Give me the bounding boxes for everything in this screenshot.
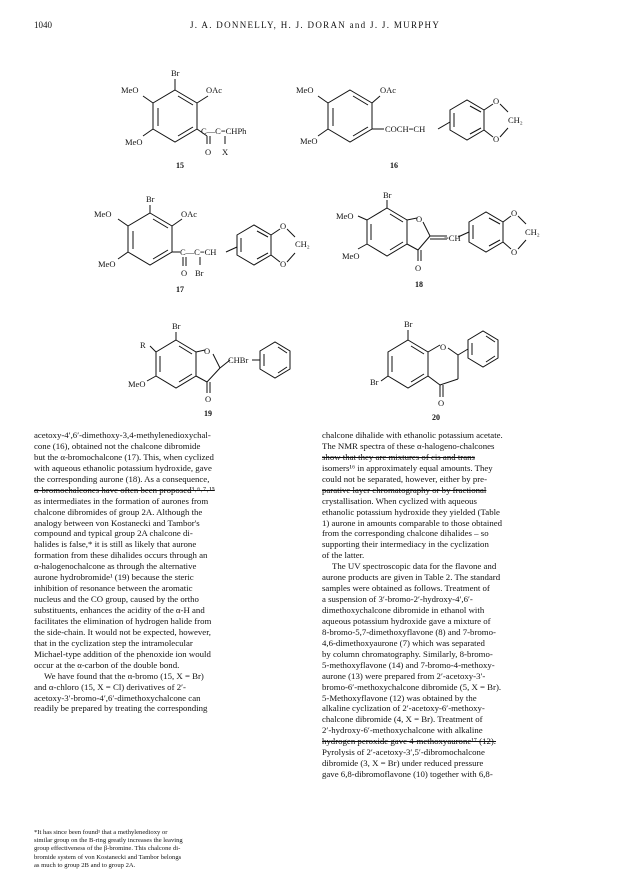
text-line: 2′-hydroxy-6′-methoxychalcone with alkaline (322, 725, 483, 736)
svg-text:MeO: MeO (296, 85, 314, 95)
text-line: Pyrolysis of 2′-acetoxy-3′,5′-dibromochalcone (322, 747, 485, 758)
text-line: chalcone dibromide (4, X = Br). Treatment of (322, 714, 483, 725)
text-line: α-bromochalcones have often been proposed³˒⁶˒⁷˒¹⁵ (34, 484, 215, 495)
text-line: show that they are mixtures of cis and trans (322, 451, 475, 462)
text-line: bromide system of von Kostanecki and Tambor belongs (34, 853, 182, 861)
left-text-column (34, 430, 301, 714)
text-line: hydrogen peroxide gave 4-methoxyaurone¹⁷ (12). (322, 736, 497, 747)
svg-text:MeO: MeO (98, 259, 116, 269)
text-line: ethanolic potassium hydroxide they yielded (Table (322, 506, 500, 517)
text-line: group effectiveness of the β-bromine. This chalcone di- (34, 845, 181, 853)
text-line: acetoxy-4′,6′-dimethoxy-3,4-methylenedioxychal- (34, 430, 211, 440)
text-line: readily be prepared by treating the corresponding (34, 703, 208, 714)
text-line: The NMR spectra of these α-halogeno-chalcones (322, 440, 495, 451)
svg-text:CHBr: CHBr (228, 355, 249, 365)
text-line: 8-bromo-5,7-dimethoxyflavone (8) and 7-bromo- (322, 626, 496, 637)
text-line: We have found that the α-bromo (15, X = Br) (44, 670, 204, 681)
text-line: and α-chloro (15, X = Cl) derivatives of 2′- (34, 681, 186, 692)
svg-text:CH₂: CH₂ (295, 239, 310, 249)
text-line: acetoxy-3′-bromo-4′,6′-dimethoxychalcone can (34, 692, 201, 703)
text-line: formation from these dihalides occurs through an (34, 550, 208, 561)
svg-text:C—C=CHPh: C—C=CHPh (201, 126, 247, 136)
text-line: aurone hydrobromide¹ (19) because the steric (34, 572, 194, 583)
text-line: nucleus and the CO group, caused by the ortho (34, 594, 199, 605)
compound-15 (121, 68, 247, 170)
compound-16 (296, 85, 523, 170)
svg-text:O: O (280, 221, 287, 231)
text-line: Michael-type addition of the phenoxide ion would (34, 648, 211, 659)
svg-text:MeO: MeO (94, 209, 112, 219)
svg-text:O: O (415, 263, 422, 273)
svg-text:Br: Br (195, 268, 204, 278)
svg-text:OAc: OAc (181, 209, 198, 219)
svg-text:C—C=CH: C—C=CH (180, 247, 217, 257)
svg-text:MeO: MeO (300, 136, 318, 146)
svg-text:R: R (140, 340, 146, 350)
text-line: compound and typical group 2A chalcone di- (34, 528, 193, 539)
svg-text:Br: Br (404, 319, 413, 329)
text-line: aurone products are given in Table 2. The standard (322, 572, 501, 583)
text-line: but the α-bromochalcone (17). This, when cyclized (34, 451, 214, 462)
svg-text:=CH: =CH (444, 233, 461, 243)
text-line: The UV spectroscopic data for the flavone and (332, 561, 497, 572)
text-line: a suspension of 3′-bromo-2′-hydroxy-4′,6′- (322, 594, 473, 605)
text-line: 5-methoxyflavone (14) and 7-bromo-4-methoxy- (322, 659, 495, 670)
compound-number: 20 (432, 413, 440, 422)
svg-text:O: O (181, 268, 188, 278)
author-line: J. A. DONNELLY, H. J. DORAN and J. J. MURPHY (190, 20, 441, 30)
running-header (0, 20, 623, 34)
svg-text:O: O (204, 346, 211, 356)
svg-text:MeO: MeO (342, 251, 360, 261)
svg-text:MeO: MeO (128, 379, 146, 389)
text-line: supporting their intermediacy in the cyclization (322, 539, 489, 550)
text-line: by column chromatography. Similarly, 8-bromo- (322, 648, 493, 659)
svg-text:Br: Br (171, 68, 180, 78)
text-line: α-halogenochalcone as through the alternative (34, 561, 197, 572)
text-line: alkaline cyclization of 2′-acetoxy-6′-methoxy- (322, 703, 485, 714)
text-line: chalcone dibromides of group 2A. Although the (34, 506, 203, 517)
text-line: from the corresponding chalcone dihalides – so (322, 528, 489, 539)
svg-text:CH₂: CH₂ (508, 115, 523, 125)
text-line: isomers¹⁶ in approximately equal amounts. They (322, 462, 493, 473)
svg-text:O: O (493, 134, 500, 144)
svg-text:O: O (416, 214, 423, 224)
chemical-structures-figure (0, 44, 623, 424)
text-line: as intermediates in the formation of aurones from (34, 495, 209, 506)
text-line: substituents, enhances the acidity of the α-H and (34, 605, 205, 615)
svg-text:O: O (511, 208, 518, 218)
svg-text:CH₂: CH₂ (525, 227, 540, 237)
text-line: crystallisation. When cyclized with aqueous (322, 495, 477, 506)
text-line: bromo-6′-methoxychalcone dibromide (5, X = Br). (322, 681, 502, 692)
text-line: aqueous potassium hydroxide gave a mixture of (322, 615, 491, 626)
text-line: with aqueous ethanolic potassium hydroxide, gave (34, 462, 212, 473)
svg-text:MeO: MeO (336, 211, 354, 221)
svg-text:Br: Br (172, 321, 181, 331)
text-line: could not be separated, however, either by pre- (322, 473, 488, 484)
svg-text:O: O (511, 247, 518, 257)
text-line: 5-Methoxyflavone (12) was obtained by the (322, 692, 477, 703)
text-line: inhibition of resonance between the aromatic (34, 583, 193, 594)
text-line: *It has since been found¹ that a methylenedioxy or (34, 829, 168, 836)
right-text-column (322, 430, 589, 780)
text-line: chalcone dihalide with ethanolic potassium acetate. (322, 430, 503, 440)
svg-text:O: O (205, 394, 212, 404)
compound-number: 18 (415, 280, 423, 289)
page-number: 1040 (34, 20, 52, 30)
text-line: dibromide (3, X = Br) under reduced pressure (322, 758, 484, 769)
svg-text:Br: Br (370, 377, 379, 387)
svg-text:Br: Br (146, 194, 155, 204)
text-line: the corresponding aurone (18). As a consequence, (34, 473, 210, 484)
text-line: 4,6-dimethoxyaurone (7) which was separated (322, 637, 485, 648)
svg-text:O: O (440, 342, 447, 352)
compound-19 (128, 321, 248, 418)
text-line: 1) aurone in amounts comparable to those obtained (322, 517, 503, 528)
svg-text:OAc: OAc (206, 85, 223, 95)
text-line: that in the cyclization step the intramolecular (34, 637, 193, 648)
compound-number: 17 (176, 285, 184, 294)
text-line: halides is false,* it is still as likely that aurone (34, 539, 197, 550)
compound-17 (94, 194, 310, 294)
text-line: of the latter. (322, 550, 365, 561)
svg-text:O: O (205, 147, 212, 157)
text-line: aurone (13) were prepared from 2′-acetoxy-3′- (322, 670, 486, 681)
compound-number: 16 (390, 161, 398, 170)
svg-text:X: X (222, 147, 229, 157)
text-line: facilitates the elimination of hydrogen halide from (34, 615, 212, 626)
svg-text:OAc: OAc (380, 85, 397, 95)
svg-text:MeO: MeO (121, 85, 139, 95)
text-line: parative layer chromatography or by fractional (322, 484, 487, 495)
text-line: the side-chain. It would not be expected, however, (34, 626, 211, 637)
text-line: dimethoxychalcone dibromide in ethanol with (322, 605, 485, 615)
compound-number: 15 (176, 161, 184, 170)
svg-text:Br: Br (383, 190, 392, 200)
text-line: similar group on the B-ring greatly increases the leaving (34, 837, 183, 845)
footnote (34, 829, 301, 870)
text-line: samples were obtained as follows. Treatment of (322, 583, 490, 594)
svg-text:O: O (438, 398, 445, 408)
text-line: gave 6,8-dibromoflavone (10) together with 6,8- (322, 769, 493, 780)
text-line: analogy between von Kostanecki and Tambor's (34, 517, 200, 528)
text-line: cone (16), obtained not the chalcone dibromide (34, 440, 201, 451)
svg-text:O: O (280, 259, 287, 269)
compound-number: 19 (204, 409, 212, 418)
svg-text:O: O (493, 96, 500, 106)
svg-text:COCH=CH: COCH=CH (385, 124, 426, 134)
text-line: occur at the α-carbon of the double bond. (34, 659, 180, 670)
svg-text:MeO: MeO (125, 137, 143, 147)
text-line: as much to group 2B and to group 2A. (34, 861, 136, 869)
